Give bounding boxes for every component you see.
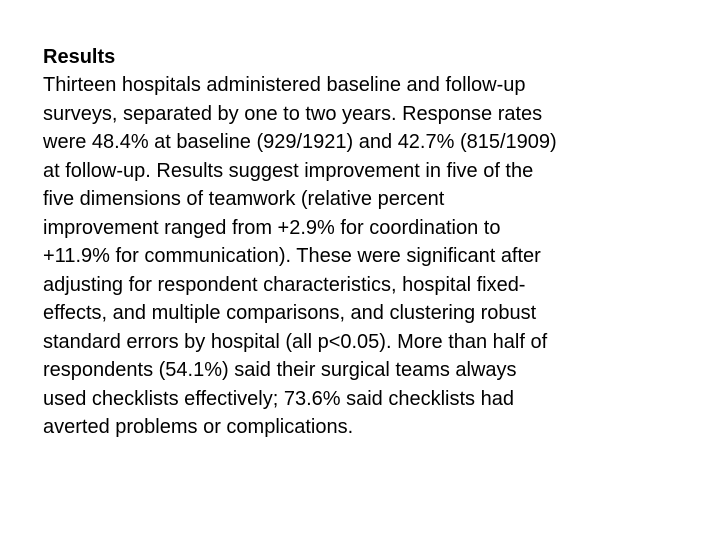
body-line-13: averted problems or complications. xyxy=(43,416,354,438)
results-heading: Results xyxy=(43,46,116,68)
body-line-4: at follow-up. Results suggest improvement in five of the xyxy=(43,159,534,182)
results-text-block xyxy=(43,44,683,442)
body-line-6: improvement ranged from +2.9% for coordination to xyxy=(43,216,501,239)
body-line-2: surveys, separated by one to two years. Response rates xyxy=(43,102,543,125)
body-line-5: five dimensions of teamwork (relative percent xyxy=(43,188,445,210)
body-line-7: +11.9% for communication). These were significant after xyxy=(43,245,541,267)
body-line-9: effects, and multiple comparisons, and clustering robust xyxy=(43,302,537,324)
body-line-10: standard errors by hospital (all p<0.05). More than half of xyxy=(43,330,548,353)
body-line-3: were 48.4% at baseline (929/1921) and 42.7% (815/1909) xyxy=(43,131,557,153)
body-line-12: used checklists effectively; 73.6% said checklists had xyxy=(43,387,514,410)
body-line-11: respondents (54.1%) said their surgical teams always xyxy=(43,359,517,381)
body-line-8: adjusting for respondent characteristics, hospital fixed- xyxy=(43,273,526,296)
body-line-1: Thirteen hospitals administered baseline and follow-up xyxy=(43,74,526,96)
